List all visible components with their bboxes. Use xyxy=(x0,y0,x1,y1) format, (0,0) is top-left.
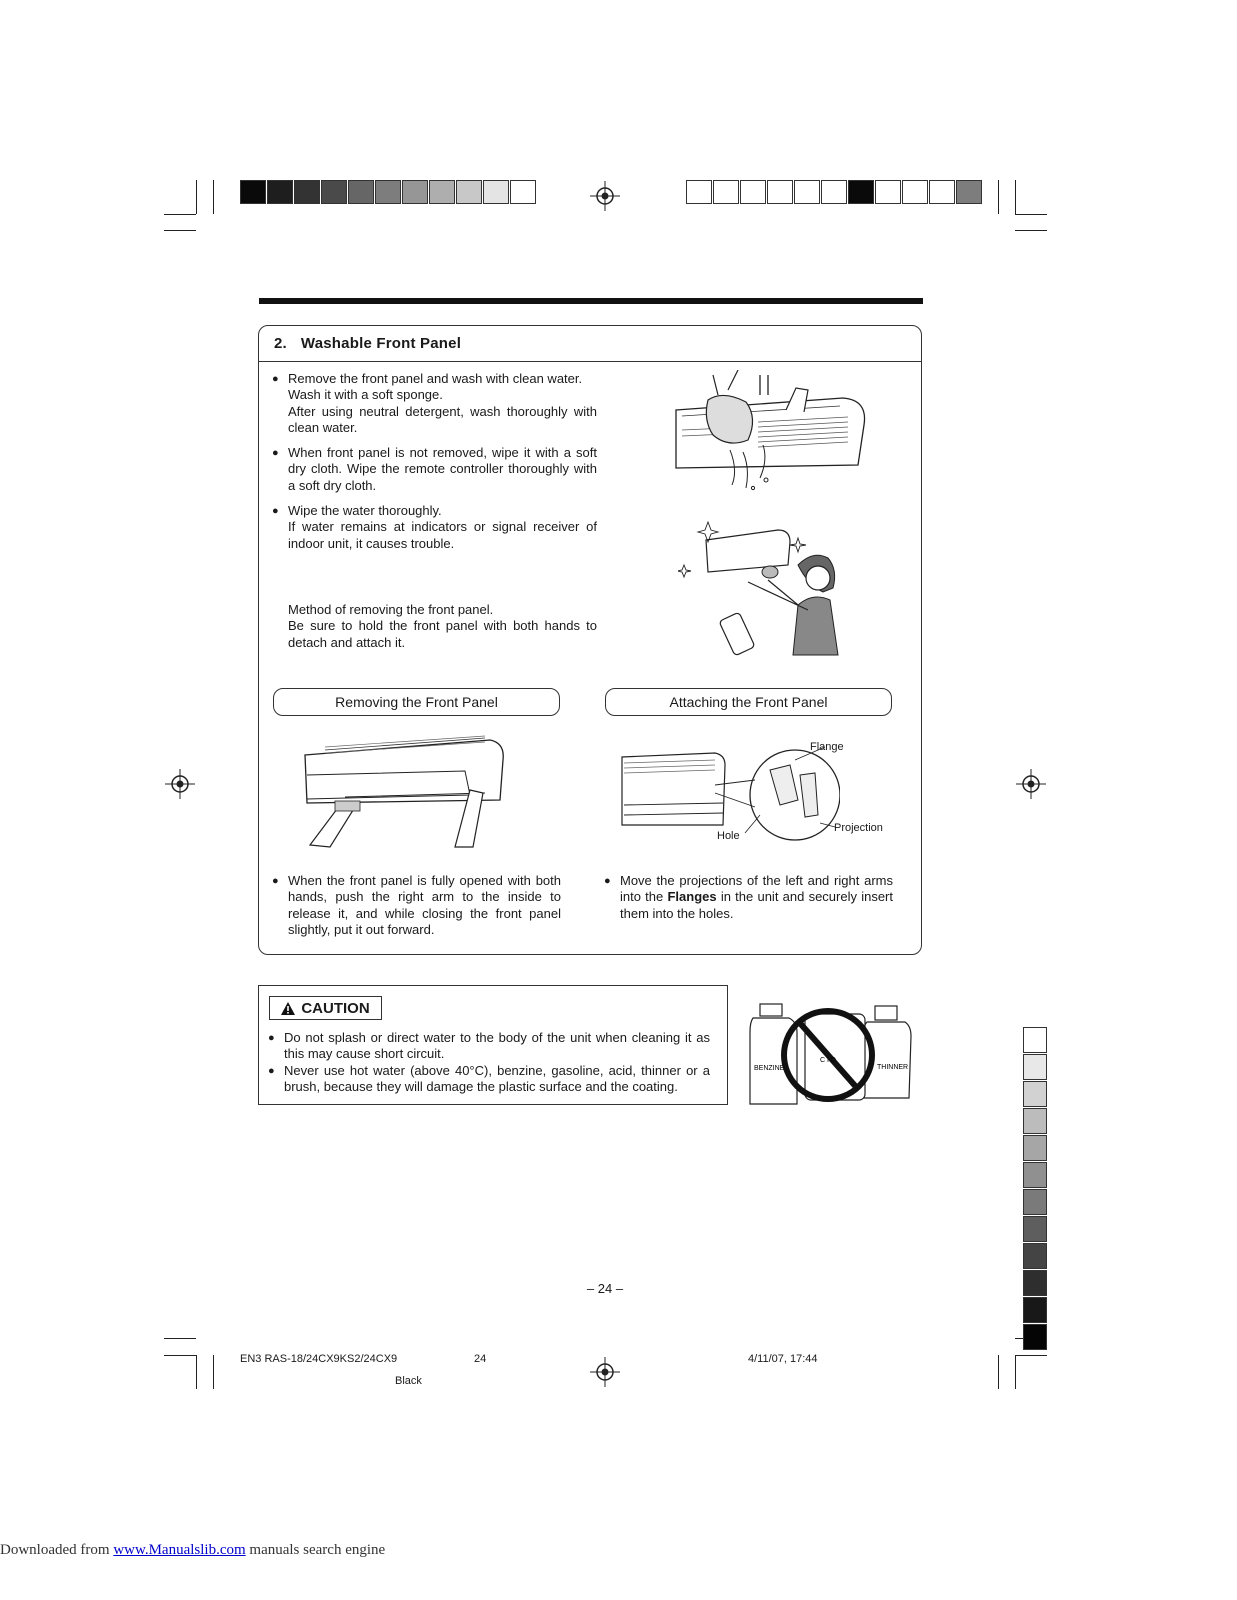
wiping-unit-illustration xyxy=(678,510,848,660)
registration-mark-icon xyxy=(165,769,195,799)
color-swatch xyxy=(1023,1081,1047,1107)
bottle-label-acid: C I D xyxy=(820,1057,836,1064)
color-swatch xyxy=(483,180,509,204)
attaching-instruction: ● Move the projections of the left and right arms into the Flanges in the unit and securely insert them into the holes. xyxy=(606,873,893,922)
color-swatch xyxy=(429,180,455,204)
color-bar-left xyxy=(240,180,537,204)
header-rule xyxy=(259,298,923,304)
color-swatch xyxy=(1023,1216,1047,1242)
color-swatch xyxy=(240,180,266,204)
prohibited-chemicals-illustration xyxy=(745,1000,915,1110)
color-swatch xyxy=(1023,1270,1047,1296)
method-note: Method of removing the front panel. Be sure to hold the front panel with both hands to detach and attach it. xyxy=(288,602,597,650)
caution-item-2: ● Never use hot water (above 40°C), benzine, gasoline, acid, thinner or a brush, because they will damage the plastic surface and the coating. xyxy=(270,1063,710,1096)
manualslib-link[interactable]: www.Manualslib.com xyxy=(113,1542,246,1558)
color-swatch xyxy=(740,180,766,204)
color-swatch xyxy=(294,180,320,204)
print-job-color: Black xyxy=(395,1375,422,1387)
caution-item-1: ● Do not splash or direct water to the body of the unit when cleaning it as this may cause short circuit. xyxy=(270,1030,710,1063)
attaching-front-panel-heading: Attaching the Front Panel xyxy=(605,688,892,716)
registration-mark-icon xyxy=(1016,769,1046,799)
bottle-label-benzine: BENZINE xyxy=(754,1065,785,1072)
download-footer: Downloaded from www.Manualslib.com manuals search engine xyxy=(0,1542,386,1558)
page-number: – 24 – xyxy=(586,1281,624,1296)
color-swatch xyxy=(321,180,347,204)
caution-label: CAUTION xyxy=(269,996,382,1020)
instruction-bullet-2: ● When front panel is not removed, wipe it with a soft dry cloth. Wipe the remote controller thoroughly with a soft dry cloth. xyxy=(274,445,597,494)
color-swatch xyxy=(794,180,820,204)
color-swatch xyxy=(510,180,536,204)
color-bar-side xyxy=(1023,1027,1047,1351)
color-swatch xyxy=(902,180,928,204)
color-swatch xyxy=(1023,1054,1047,1080)
removing-front-panel-heading: Removing the Front Panel xyxy=(273,688,560,716)
color-bar-right xyxy=(686,180,983,204)
section-header xyxy=(259,326,921,362)
color-swatch xyxy=(848,180,874,204)
color-swatch xyxy=(821,180,847,204)
color-swatch xyxy=(1023,1297,1047,1323)
instruction-bullet-3: ● Wipe the water thoroughly. If water remains at indicators or signal receiver of indoor unit, it causes trouble. xyxy=(274,503,597,552)
print-job-date: 4/11/07, 17:44 xyxy=(748,1353,818,1365)
washing-panel-illustration xyxy=(668,370,878,495)
color-swatch xyxy=(456,180,482,204)
print-job-code: EN3 RAS-18/24CX9KS2/24CX9 xyxy=(240,1353,398,1365)
print-job-page: 24 xyxy=(474,1353,487,1365)
bottle-label-thinner: THINNER xyxy=(877,1064,909,1071)
registration-mark-icon xyxy=(590,1357,620,1387)
section-title-text: Washable Front Panel xyxy=(300,335,462,352)
color-swatch xyxy=(1023,1243,1047,1269)
removing-instruction: ● When the front panel is fully opened with both hands, push the right arm to the inside to release it, and while closing the front panel slightly, put it out forward. xyxy=(274,873,561,938)
color-swatch xyxy=(1023,1027,1047,1053)
color-swatch xyxy=(402,180,428,204)
color-swatch xyxy=(686,180,712,204)
instruction-bullet-1: ● Remove the front panel and wash with clean water. Wash it with a soft sponge. After using neutral detergent, wash thoroughly with clean water. xyxy=(274,371,597,436)
color-swatch xyxy=(1023,1162,1047,1188)
color-swatch xyxy=(1023,1189,1047,1215)
color-swatch xyxy=(929,180,955,204)
color-swatch xyxy=(767,180,793,204)
color-swatch xyxy=(375,180,401,204)
removing-panel-illustration xyxy=(295,735,515,850)
section-number: 2. xyxy=(274,335,287,352)
color-swatch xyxy=(1023,1108,1047,1134)
color-swatch xyxy=(956,180,982,204)
registration-mark-icon xyxy=(590,181,620,211)
color-swatch xyxy=(267,180,293,204)
color-swatch xyxy=(348,180,374,204)
warning-triangle-icon xyxy=(281,1002,295,1015)
color-swatch xyxy=(875,180,901,204)
section-title xyxy=(274,335,461,352)
color-swatch xyxy=(713,180,739,204)
callout-projection: Projection xyxy=(834,822,883,834)
color-swatch xyxy=(1023,1324,1047,1350)
callout-hole: Hole xyxy=(717,830,740,842)
callout-flange: Flange xyxy=(810,741,844,753)
color-swatch xyxy=(1023,1135,1047,1161)
